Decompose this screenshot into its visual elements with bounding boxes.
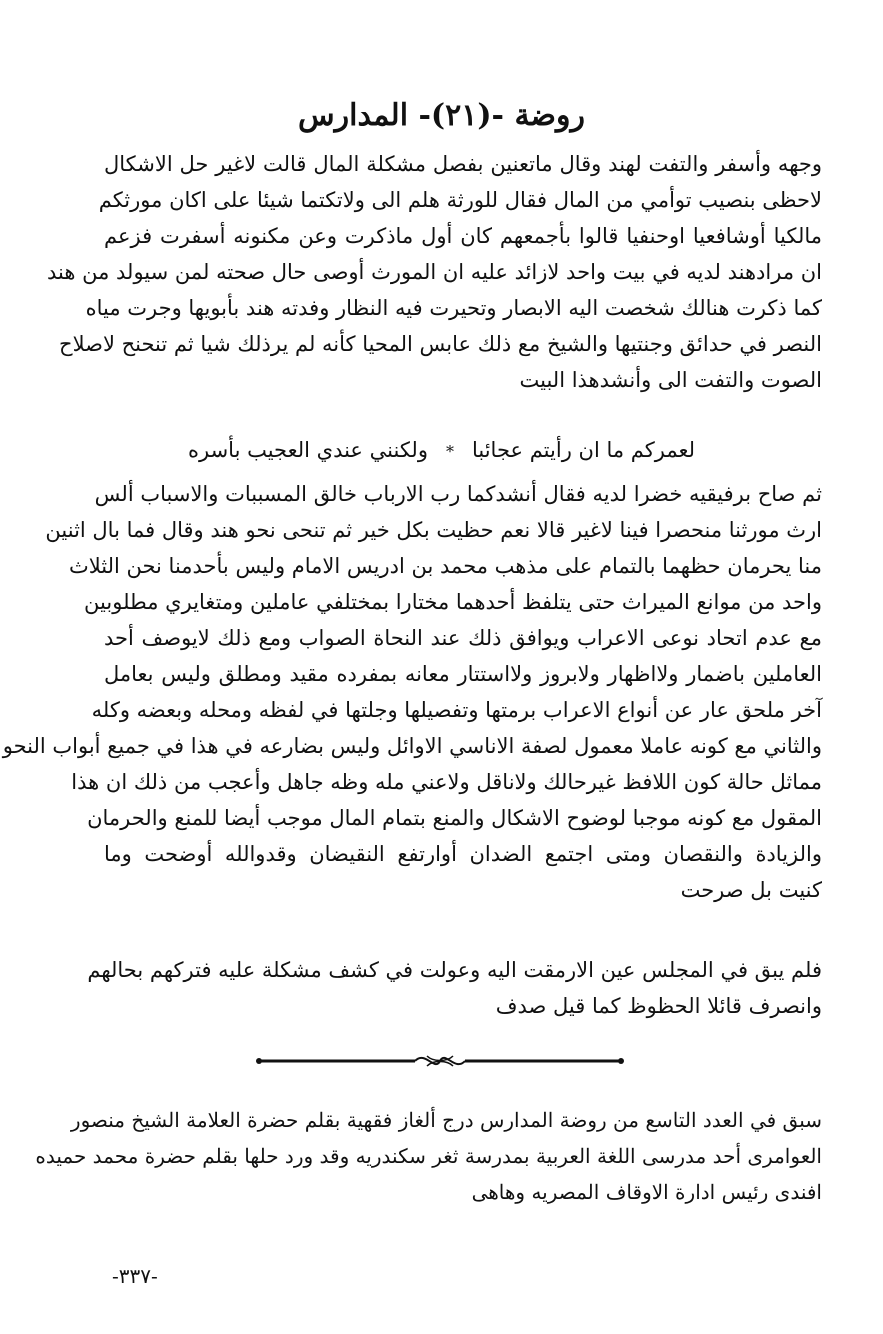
verse-first-hemistich: لعمركم ما ان رأيتم عجائبا [471, 438, 696, 462]
text-line: النصر في حدائق وجنتيها والشيخ مع ذلك عابس المحيا كأنه لم يرذلك شيا ثم تنحنح لاصلاح [59, 332, 822, 356]
verse-second-hemistich: ولكنني عندي العجيب بأسره [187, 438, 428, 462]
text-line: ان مرادهند لديه في بيت واحد لازائد عليه ان المورث أوصى حال صحته لمن سيولد من هند [47, 260, 822, 284]
text-line: العوامرى أحد مدرسى اللغة العربية بمدرسة ثغر سكندريه وقد ورد حلها بقلم حضرة محمد حميده [35, 1144, 822, 1168]
text-line: منا يحرمان حظهما بالتمام على مذهب محمد بن ادريس الامام وليس بأحدمنا نحن الثلاث [68, 554, 822, 578]
text-line: افندى رئيس ادارة الاوقاف المصريه وهاهى [471, 1180, 822, 1204]
text-line: والزيادة والنقصان ومتى اجتمع الضدان أوارتفع النقيضان وقدوالله أوضحت وما [104, 842, 822, 866]
poetry-verse [0, 432, 883, 470]
text-line: وجهه وأسفر والتفت لهند وقال ماتعنين بفصل مشكلة المال قالت لاغير حل الاشكال [104, 152, 822, 176]
page-number: -٣٣٧- [112, 1264, 158, 1288]
verse-separator-star: * [445, 442, 454, 461]
text-line: مالكيا أوشافعيا اوحنفيا قالوا بأجمعهم كان أول ماذكرت وعن مكنونه أسفرت فزعم [104, 224, 822, 248]
text-line: وانصرف قائلا الحظوظ كما قيل صدف [495, 994, 822, 1018]
text-line: مماثل حالة كون اللافظ غيرحالك ولاناقل ولاعني مله وظه جاهل وأعجب من ذلك ان هذا [71, 770, 822, 794]
paragraph-main [47, 146, 822, 398]
note-paragraph [35, 1102, 822, 1210]
text-line: سبق في العدد التاسع من روضة المدارس درج ألغاز فقهية بقلم حضرة العلامة الشيخ منصور [70, 1108, 822, 1132]
text-line: واحد من موانع الميراث حتى يتلفظ أحدهما مختارا بمختلفي عاملين ومتغايري مطلوبين [84, 590, 822, 614]
text-line: والثاني مع كونه عاملا معمول لصفة الاناسي الاوائل وليس بضارعه في هذا في جميع أبواب النحو [2, 734, 822, 758]
text-line: كنيت بل صرحت [680, 878, 822, 902]
ornamental-divider [255, 1050, 625, 1072]
paragraph-third [87, 952, 822, 1024]
text-line: العاملين باضمار ولااظهار ولابروز ولااستتار معانه بمفرده مقيد ومطلق وليس بعامل [104, 662, 822, 686]
paragraph-second [2, 476, 822, 908]
text-line: ارث مورثنا منحصرا فينا لاغير قالا نعم حظيت بكل خير ثم تنحى نحو هند وقال فما بال اثنين [45, 518, 822, 542]
text-line: لاحظى بنصيب توأمي من المال فقال للورثة هلم الى ولاتكتما شيئا على اكان مورثكم [98, 188, 822, 212]
page-title: روضة -(٢١)- المدارس [298, 98, 585, 133]
text-line: آخر ملحق عار عن أنواع الاعراب برمتها وتفصيلها وجلتها في لفظه ومحله وبعضه وكله [91, 698, 822, 722]
text-line: مع عدم اتحاد نوعى الاعراب ويوافق ذلك عند النحاة الصواب ومع ذلك لايوصف أحد [104, 626, 822, 650]
text-line: المقول مع كونه موجبا لوضوح الاشكال والمنع بتمام المال موجب أيضا للمنع والحرمان [87, 806, 822, 830]
text-line: فلم يبق في المجلس عين الارمقت اليه وعولت في كشف مشكلة عليه فتركهم بحالهم [87, 958, 822, 982]
text-line: ثم صاح برفيقيه خضرا لديه فقال أنشدكما رب الارباب خالق المسببات والاسباب ألس [94, 482, 822, 506]
text-line: الصوت والتفت الى وأنشدهذا البيت [519, 368, 822, 392]
text-line: كما ذكرت هنالك شخصت اليه الابصار وتحيرت فيه النظار وفدته هند بأبويها وجرت مياه [85, 296, 822, 320]
